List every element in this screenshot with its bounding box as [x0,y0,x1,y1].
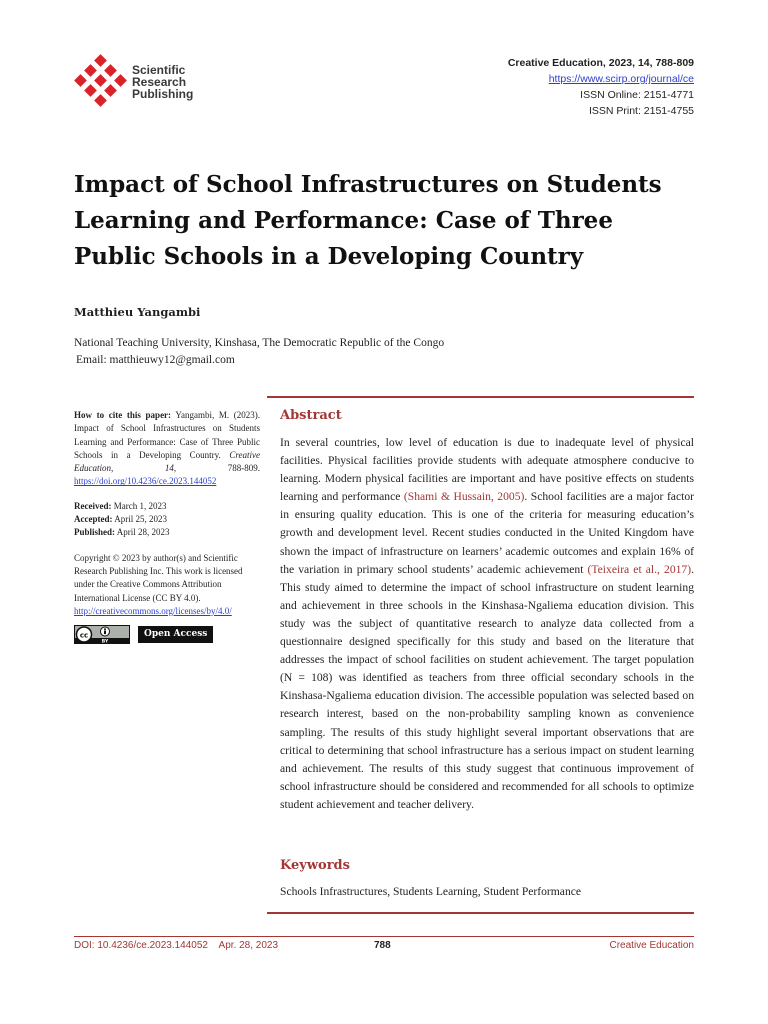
issn-online: ISSN Online: 2151-4771 [580,89,694,101]
scirp-diamond-logo-icon [74,54,132,112]
open-access-badge: Open Access [138,626,213,643]
cite-label: How to cite this paper: [74,410,172,420]
received-date [74,500,260,513]
journal-url-link[interactable]: https://www.scirp.org/journal/ce [548,73,694,85]
license-link[interactable]: http://creativecommons.org/licenses/by/4.0/ [74,605,232,616]
publisher-name-line3: Publishing [132,87,194,101]
license-badges [74,625,260,645]
footer-doi: DOI: 10.4236/ce.2023.144052 Apr. 28, 2023 [74,940,279,951]
cite-journal: Creative Education, 14, [74,449,261,474]
published-date [74,526,260,539]
author-name: Matthieu Yangambi [74,305,201,319]
cc-by-license-icon[interactable] [74,625,130,644]
abstract-heading: Abstract [280,408,342,423]
page-number: 788 [374,940,391,951]
published-value: April 28, 2023 [116,527,170,538]
citation-sidebar [74,409,260,645]
abstract-top-divider [267,396,694,398]
paper-title: Impact of School Infrastructures on Students Learning and Performance: Case of Three Public Schools in a Developing Country [74,171,662,270]
copyright-text: Copyright © 2023 by author(s) and Scientific Research Publishing Inc. This work is licensed under the Creative Commons Attribution International License (CC BY 4.0). [74,552,243,603]
published-label: Published: [74,527,116,538]
accepted-date [74,513,260,526]
received-value: March 1, 2023 [113,500,167,511]
journal-meta [508,55,694,119]
publisher-logo [74,54,214,112]
accepted-value: April 25, 2023 [114,514,167,525]
cite-pages: 788-809. [227,463,260,474]
keywords-bottom-divider [267,912,694,914]
abstract-body [280,434,694,814]
copyright-notice [74,552,260,618]
how-to-cite [74,409,260,489]
svg-text:cc: cc [79,631,89,640]
abstract-text-part1: In several countries, low level of education is due to inadequate level of physical facilities. Physical facilities provide students with adequate atmosphere conducive to learning. Modern physical facilities are important and have positive effects on students learning and performance [280,436,694,504]
svg-text:BY: BY [101,639,109,645]
received-label: Received: [74,500,112,511]
reference-teixeira[interactable]: (Teixeira et al., 2017) [587,562,692,576]
abstract-text-part2: . School facilities are a major factor in ensuring quality education. This is one of the criteria for measuring education’s growth and development level. Recent studies conducted in the United Kingdom have shown the impact of infrastructure on learners’ academic outcomes and explain 16% of the variation in primary school students’ academic achievement [280,490,694,576]
footer-journal-name: Creative Education [609,940,694,951]
keywords-list: Schools Infrastructures, Students Learning, Student Performance [280,885,582,898]
reference-shami-hussain[interactable]: (Shami & Hussain, 2005) [403,490,525,504]
issn-print: ISSN Print: 2151-4755 [588,105,694,117]
cite-text: Yangambi, M. (2023). Impact of School Infrastructures on Students Learning and Performance: Case of Three Public Schools in a Developing Country. [74,410,260,460]
journal-citation: Creative Education, 2023, 14, 788-809 [507,57,694,69]
author-email: Email: matthieuwy12@gmail.com [76,354,235,366]
publisher-name [132,64,193,100]
footer-divider [74,936,694,937]
abstract-text-part3: . This study aimed to determine the impact of school infrastructure on student learning and achievement in three schools in the Kinshasa-Ngaliema education division. This study was the subject of quantitative research to analyze data collected from a questionnaire designed specifically for this study and based on the literature that addresses the impact of school facilities on student achievement. The target population (N = 108) was identified as teachers from three official secondary schools in the Kinshasa-Ngaliema education division. The accessible population was selected based on research interest, based on the non-probability sampling known as convenience sampling. The results of this study highlight several important observations that are critical to determining that school infrastructure has a serious impact on student learning and achievement. The results of this study suggest that continuous improvement of school infrastructure should be considered and recommended for all schools to optimize student achievement and teacher delivery. [280,562,694,811]
accepted-label: Accepted: [74,514,113,525]
publisher-name-line2: Research [132,75,187,89]
publisher-name-line1: Scientific [132,63,186,77]
keywords-heading: Keywords [280,858,350,873]
doi-link[interactable]: https://doi.org/10.4236/ce.2023.144052 [74,476,217,487]
author-affiliation: National Teaching University, Kinshasa, The Democratic Republic of the Congo [74,337,445,349]
